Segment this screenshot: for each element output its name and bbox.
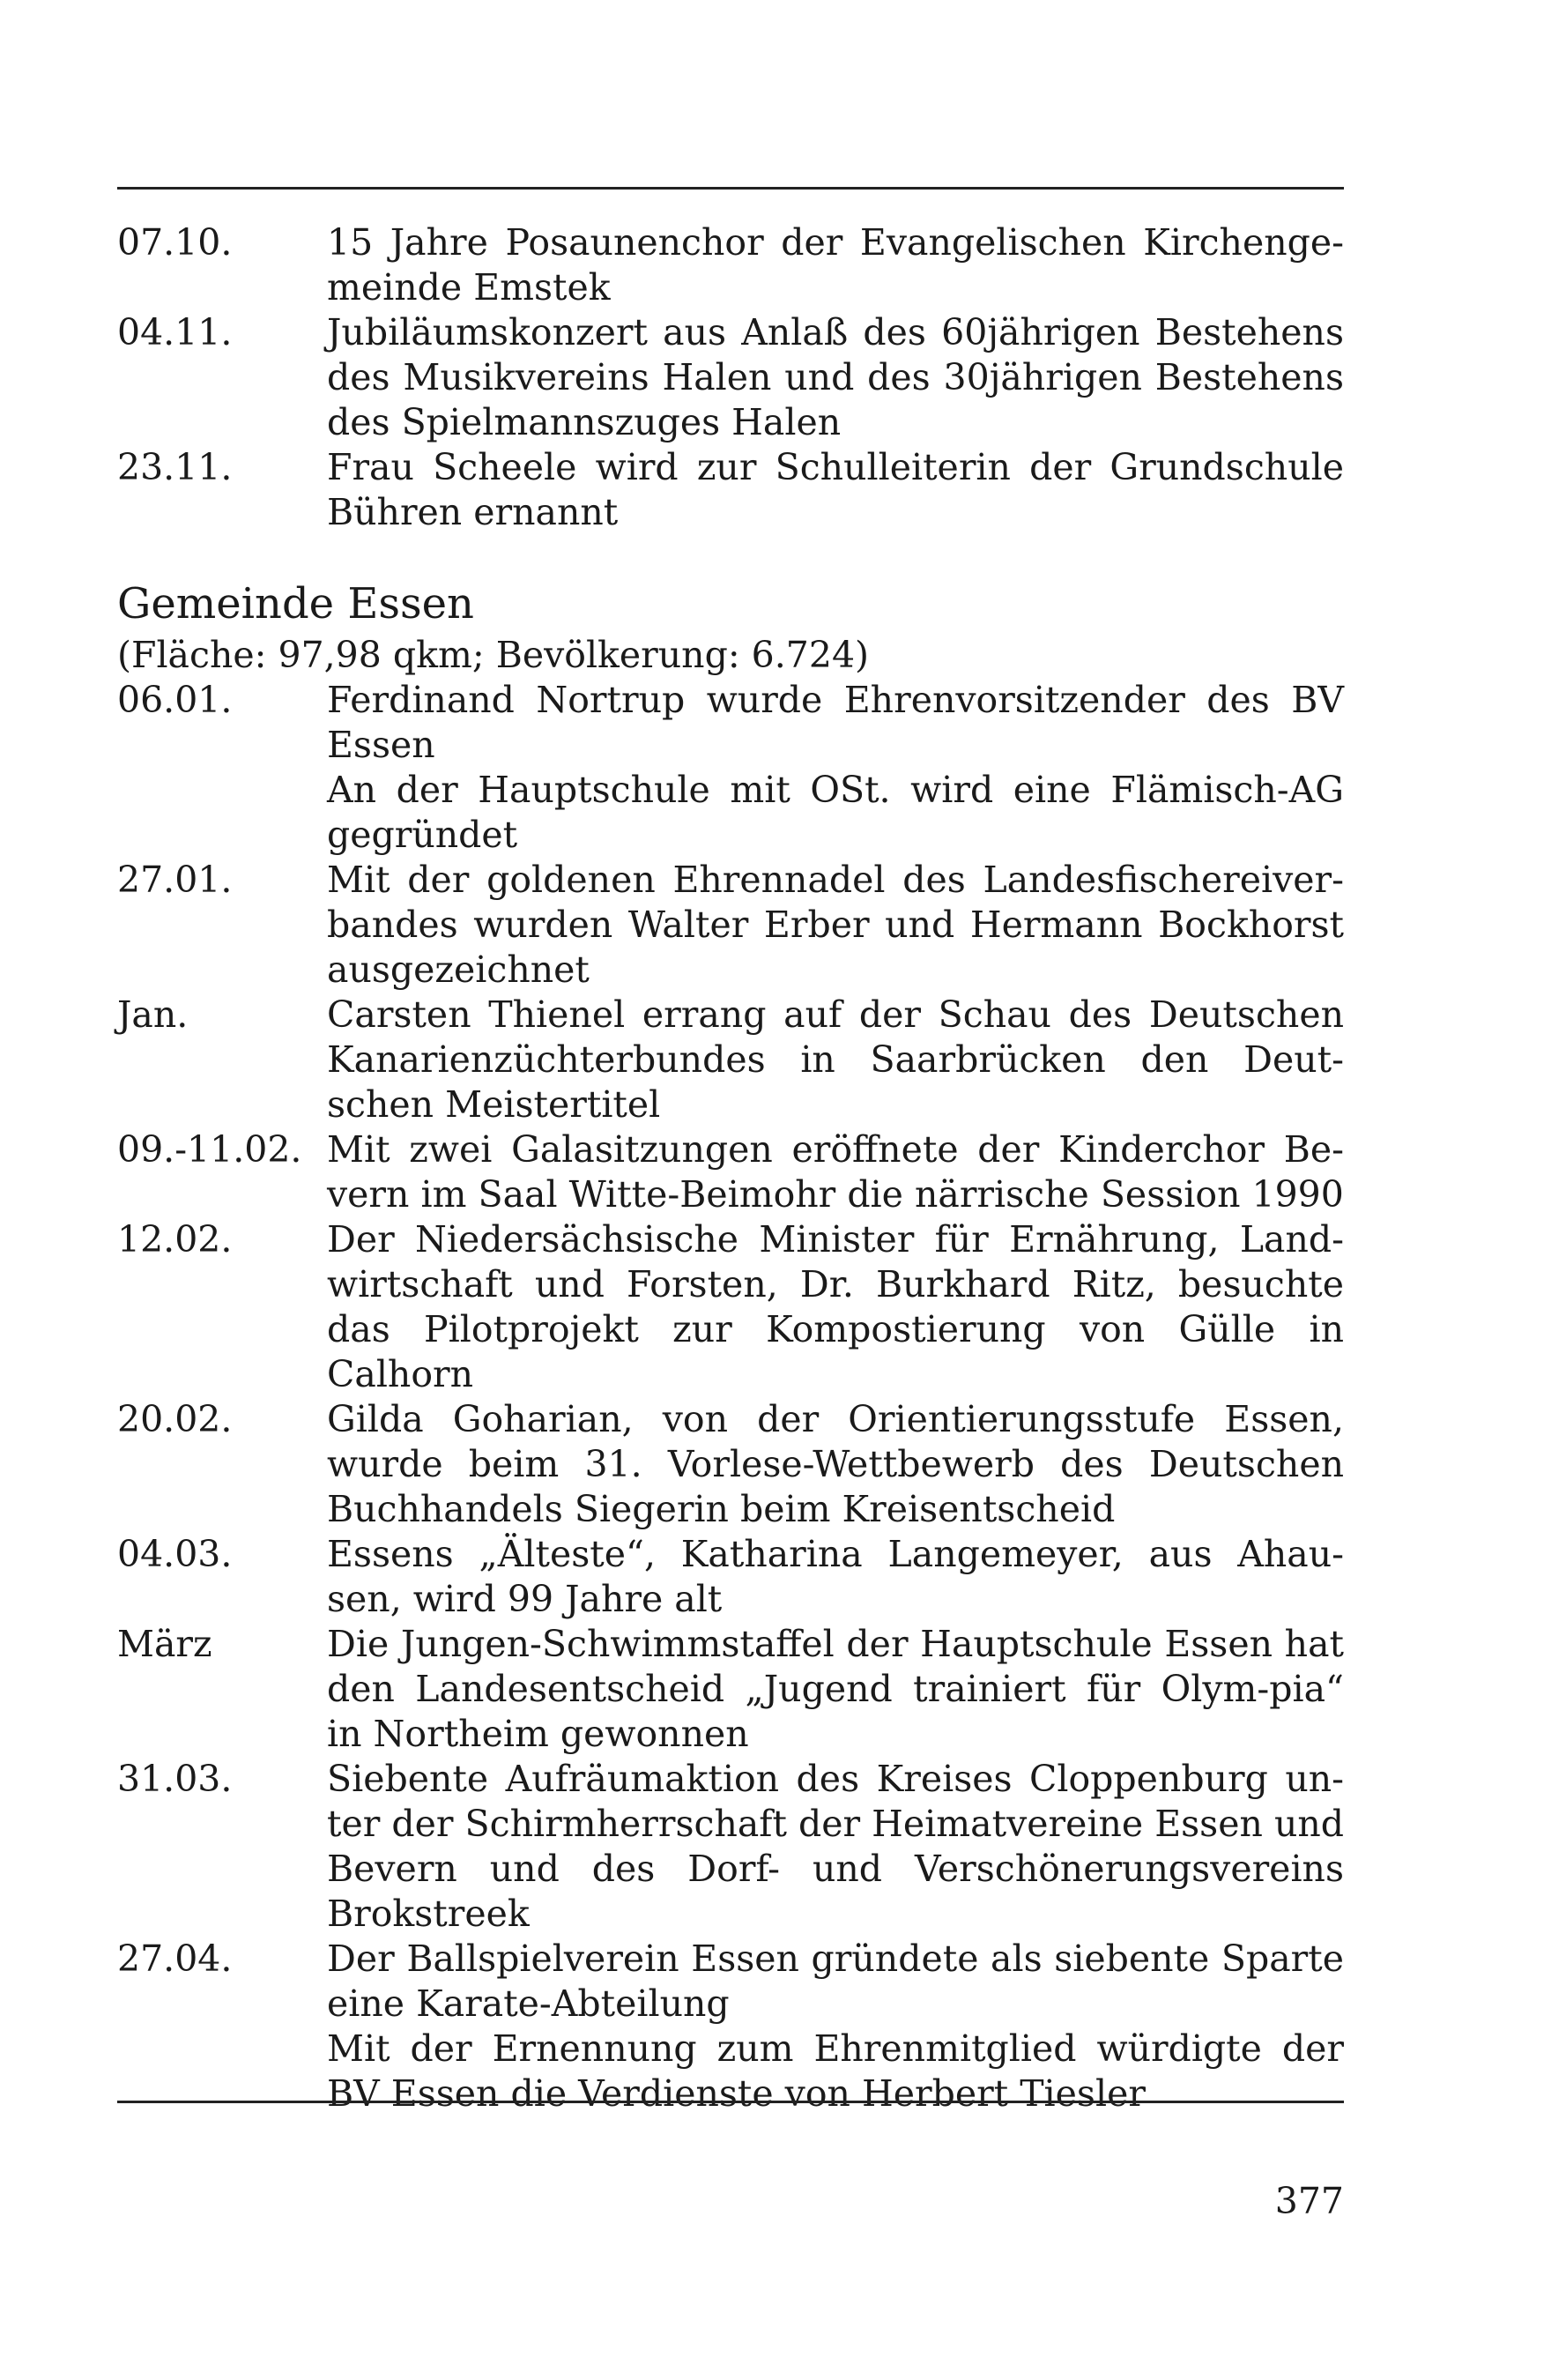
chronicle-entry [117, 1937, 1344, 2027]
chronicle-entry [117, 1397, 1344, 1532]
chronicle-entry [117, 1622, 1344, 1757]
chronicle-entry [117, 1127, 1344, 1217]
entry-text: 15 Jahre Posaunenchor der Evangelischen Kirchenge-meinde Emstek [327, 221, 1344, 309]
entry-text: Die Jungen-Schwimmstaffel der Hauptschule Essen hat den Landesentscheid „Jugend trainiert für Olym-pia“ in Northeim gewonnen [327, 1623, 1344, 1755]
section-subtitle: (Fläche: 97,98 qkm; Bevölkerung: 6.724) [117, 634, 870, 676]
chronicle-entries-continued [117, 220, 1344, 2116]
entry-text: Mit zwei Galasitzungen eröffnete der Kinderchor Be-vern im Saal Witte-Beimohr die närrische Session 1990 [327, 1128, 1344, 1216]
entry-date: 31.03. [117, 1758, 233, 1800]
top-rule [117, 187, 1344, 190]
bottom-rule [117, 2101, 1344, 2103]
chronicle-entry [117, 768, 1344, 858]
entry-text: Frau Scheele wird zur Schulleiterin der Grundschule Bühren ernannt [327, 446, 1344, 533]
chronicle-entry [117, 858, 1344, 993]
entry-date: 04.03. [117, 1533, 233, 1575]
entry-text: Siebente Aufräumaktion des Kreises Cloppenburg un-ter der Schirmherrschaft der Heimatvereine Essen und Bevern und des Dorf- und Verschönerungsvereins Brokstreek [327, 1758, 1344, 1935]
chronicle-entry [117, 678, 1344, 768]
entry-date: 07.10. [117, 221, 233, 264]
entry-text: An der Hauptschule mit OSt. wird eine Flämisch-AG gegründet [327, 769, 1344, 856]
entry-text: Der Ballspielverein Essen gründete als siebente Sparte eine Karate-Abteilung [327, 1937, 1344, 2025]
chronicle-entry [117, 310, 1344, 445]
entry-date: 23.11. [117, 446, 233, 488]
entry-date: 04.11. [117, 311, 233, 353]
entry-text: Carsten Thienel errang auf der Schau des Deutschen Kanarienzüchterbundes in Saarbrücken den Deut-schen Meistertitel [327, 993, 1344, 1126]
entry-text: Mit der goldenen Ehrennadel des Landesfischereiver-bandes wurden Walter Erber und Hermann Bockhorst ausgezeichnet [327, 859, 1344, 991]
page-number: 377 [1274, 2180, 1344, 2222]
entry-text: Gilda Goharian, von der Orientierungsstufe Essen, wurde beim 31. Vorlese-Wettbewerb des Deutschen Buchhandels Siegerin beim Kreisentscheid [327, 1398, 1344, 1530]
entry-text: Mit der Ernennung zum Ehrenmitglied würdigte der BV Essen die Verdienste von Herbert Tiesler [327, 2027, 1344, 2115]
chronicle-entry [117, 220, 1344, 310]
entry-date: 27.04. [117, 1937, 233, 1980]
chronicle-entry [117, 993, 1344, 1127]
entry-date: Jan. [117, 993, 189, 1036]
entry-date: März [117, 1623, 212, 1665]
entry-text: Der Niedersächsische Minister für Ernährung, Land-wirtschaft und Forsten, Dr. Burkhard Ritz, besuchte das Pilotprojekt zur Kompostierung von Gülle in Calhorn [327, 1218, 1344, 1395]
entry-text: Essens „Älteste“, Katharina Langemeyer, aus Ahau-sen, wird 99 Jahre alt [327, 1533, 1344, 1620]
chronicle-entry [117, 1217, 1344, 1397]
section-title: Gemeinde Essen [117, 579, 474, 628]
entry-date: 12.02. [117, 1218, 233, 1261]
entry-date: 06.01. [117, 679, 233, 721]
entry-text: Jubiläumskonzert aus Anlaß des 60jährigen Bestehens des Musikvereins Halen und des 30jährigen Bestehens des Spielmannszuges Halen [327, 311, 1344, 443]
entry-text: Ferdinand Nortrup wurde Ehrenvorsitzender des BV Essen [327, 679, 1344, 766]
entry-date: 09.-11.02. [117, 1128, 302, 1171]
chronicle-entry [117, 1757, 1344, 1937]
chronicle-entry [117, 1532, 1344, 1622]
entry-date: 20.02. [117, 1398, 233, 1440]
chronicle-entry [117, 445, 1344, 535]
entry-date: 27.01. [117, 859, 233, 901]
